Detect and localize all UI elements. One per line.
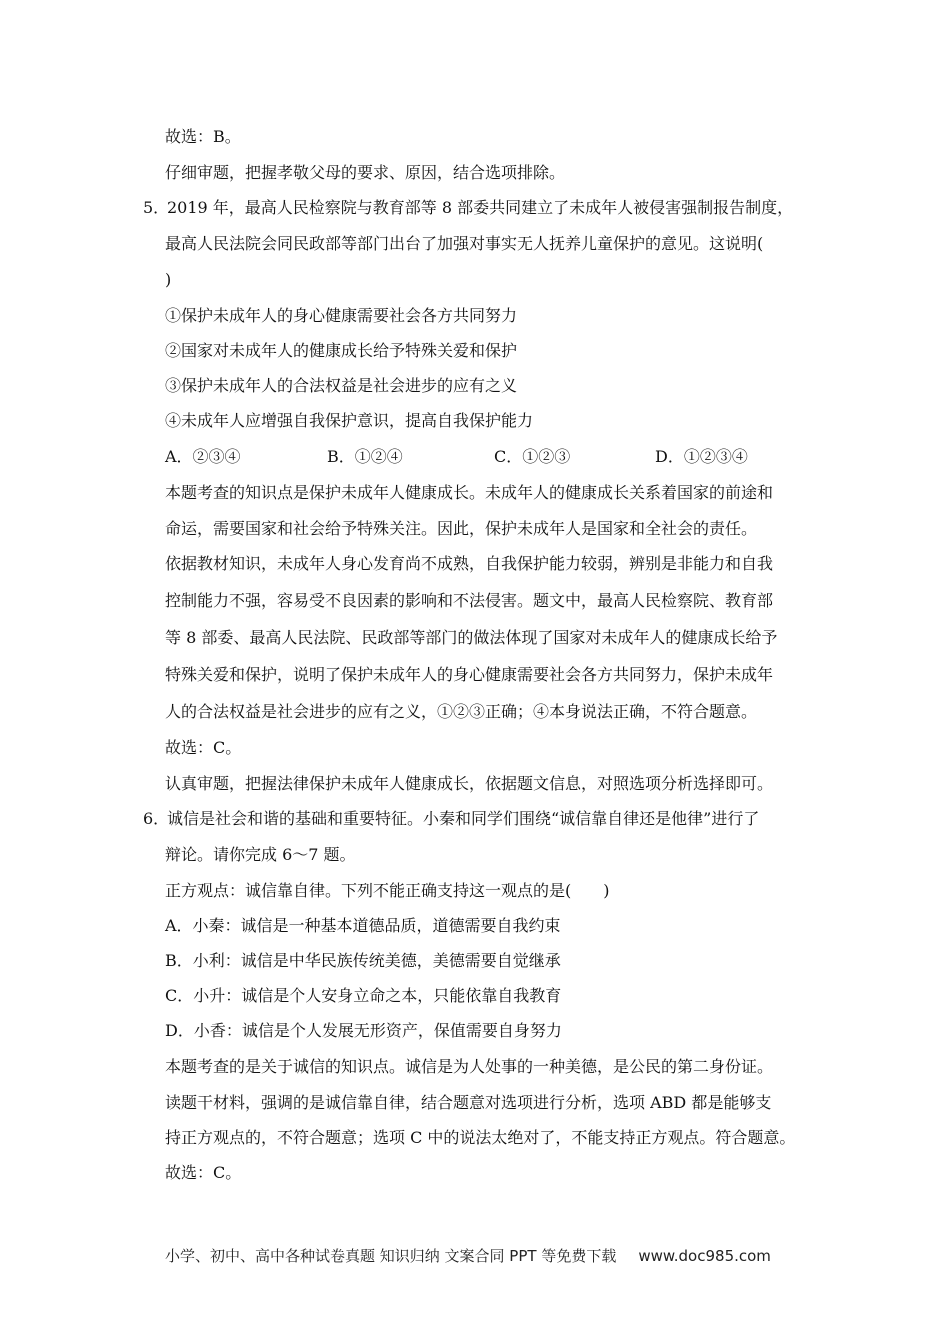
- q5-option-a: A．②③④: [165, 447, 241, 466]
- q5-stem-line-2: 最高人民法院会同民政部等部门出台了加强对事实无人抚养儿童保护的意见。这说明(: [165, 234, 764, 253]
- q6-answer: 故选：C。: [165, 1163, 242, 1182]
- q6-analysis-line-3: 持正方观点的，不符合题意；选项 C 中的说法太绝对了，不能支持正方观点。符合题意。: [165, 1128, 796, 1147]
- q5-statement-3: ③保护未成年人的合法权益是社会进步的应有之义: [165, 376, 518, 395]
- q6-stem-line-1: 诚信是社会和谐的基础和重要特征。小秦和同学们围绕“诚信靠自律还是他律”进行了: [167, 809, 760, 828]
- q5-analysis-line-5: 等 8 部委、最高人民法院、民政部等部门的做法体现了国家对未成年人的健康成长给予: [165, 628, 778, 647]
- q5-tip: 认真审题，把握法律保护未成年人健康成长，依据题文信息，对照选项分析选择即可。: [165, 774, 774, 793]
- q6-sub-question: 正方观点：诚信靠自律。下列不能正确支持这一观点的是( ): [165, 881, 610, 900]
- q5-analysis-line-2: 命运，需要国家和社会给予特殊关注。因此，保护未成年人是国家和全社会的责任。: [165, 519, 758, 538]
- q5-analysis-line-3: 依据教材知识，未成年人身心发育尚不成熟，自我保护能力较弱，辨别是非能力和自我: [165, 554, 774, 573]
- q5-statement-2: ②国家对未成年人的健康成长给予特殊关爱和保护: [165, 341, 518, 360]
- footer-url[interactable]: www.doc985.com: [638, 1247, 771, 1265]
- footer-text: 小学、初中、高中各种试卷真题 知识归纳 文案合同 PPT 等免费下载: [165, 1247, 617, 1265]
- q5-stem-line-1: 2019 年，最高人民检察院与教育部等 8 部委共同建立了未成年人被侵害强制报告制度，: [167, 198, 794, 217]
- q5-analysis-line-4: 控制能力不强，容易受不良因素的影响和不法侵害。题文中，最高人民检察院、教育部: [165, 591, 774, 610]
- prev-answer: 故选：B。: [165, 127, 241, 146]
- q6-analysis-line-1: 本题考查的是关于诚信的知识点。诚信是为人处事的一种美德，是公民的第二身份证。: [165, 1057, 774, 1076]
- q6-option-b: B．小利：诚信是中华民族传统美德，美德需要自觉继承: [165, 951, 561, 970]
- q5-analysis-line-7: 人的合法权益是社会进步的应有之义，①②③正确；④本身说法正确，不符合题意。: [165, 702, 758, 721]
- q6-number: 6．: [143, 809, 170, 828]
- q6-option-a: A．小秦：诚信是一种基本道德品质，道德需要自我约束: [165, 916, 561, 935]
- q6-option-d: D．小香：诚信是个人发展无形资产，保值需要自身努力: [165, 1021, 562, 1040]
- q5-number: 5．: [143, 198, 170, 217]
- q5-analysis-line-6: 特殊关爱和保护，说明了保护未成年人的身心健康需要社会各方共同努力，保护未成年: [165, 665, 774, 684]
- q6-option-c: C．小升：诚信是个人安身立命之本，只能依靠自我教育: [165, 986, 562, 1005]
- page-footer: [165, 1245, 771, 1266]
- q5-statement-1: ①保护未成年人的身心健康需要社会各方共同努力: [165, 306, 518, 325]
- q5-option-d: D．①②③④: [655, 447, 748, 466]
- q5-option-c: C．①②③: [494, 447, 571, 466]
- q5-stem-line-3: ): [165, 270, 172, 289]
- q5-answer: 故选：C。: [165, 738, 242, 757]
- q6-analysis-line-2: 读题干材料，强调的是诚信靠自律，结合题意对选项进行分析，选项 ABD 都是能够支: [165, 1093, 772, 1112]
- q6-stem-line-2: 辩论。请你完成 6～7 题。: [165, 845, 356, 864]
- q5-statement-4: ④未成年人应增强自我保护意识，提高自我保护能力: [165, 411, 534, 430]
- prev-tip: 仔细审题，把握孝敬父母的要求、原因，结合选项排除。: [165, 163, 566, 182]
- q5-analysis-line-1: 本题考查的知识点是保护未成年人健康成长。未成年人的健康成长关系着国家的前途和: [165, 483, 774, 502]
- q5-option-b: B．①②④: [327, 447, 403, 466]
